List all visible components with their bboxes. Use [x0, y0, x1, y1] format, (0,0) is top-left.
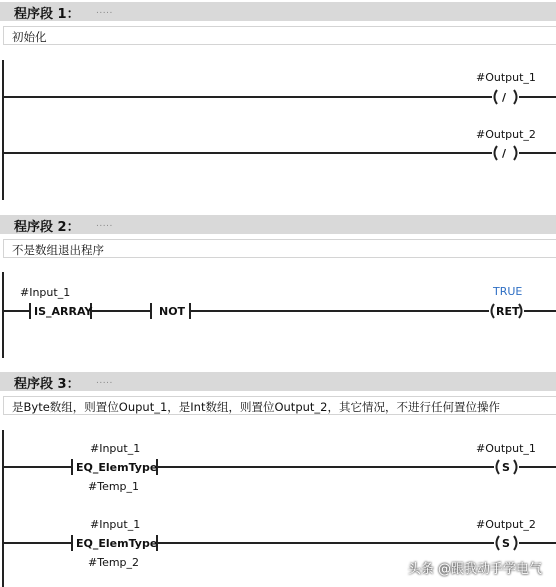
network-1-rung-2-operand[interactable]: #Output_2: [476, 128, 536, 141]
network-3-title: 程序段 3：: [14, 377, 80, 392]
network-1-rung-1-operand[interactable]: #Output_1: [476, 71, 536, 84]
network-3-rung-2-bottom-operand[interactable]: #Temp_2: [88, 556, 140, 569]
network-3-rung-1-set-coil[interactable]: [497, 460, 517, 474]
network-2-not-label: NOT: [159, 305, 186, 318]
network-2-dots: .....: [96, 219, 113, 229]
network-3-header[interactable]: [0, 372, 556, 391]
network-3-rung-1-eq-elemtype-box[interactable]: [72, 459, 157, 475]
network-3-rung-2-operand[interactable]: #Output_2: [476, 518, 536, 531]
network-3-rung-1-top-operand[interactable]: #Input_1: [90, 442, 141, 455]
network-2-title: 程序段 2：: [14, 220, 80, 235]
network-3-comment: 是Byte数组，则置位Ouput_1，是Int数组，则置位Output_2，其它情况，不进行任何置位操作: [12, 400, 500, 414]
network-1-rung-2-negated-coil[interactable]: [495, 146, 517, 160]
network-2-header[interactable]: [0, 215, 556, 234]
network-3-rung-2-eq-elemtype-box[interactable]: [72, 535, 157, 551]
network-2-is-array-label: IS_ARRAY: [34, 305, 93, 318]
network-3-comment-box[interactable]: [3, 396, 556, 415]
network-2-is-array-box[interactable]: [30, 303, 93, 319]
network-2-input-operand[interactable]: #Input_1: [20, 286, 71, 299]
network-1-comment: 初始化: [12, 30, 47, 44]
network-2-not-box[interactable]: [151, 303, 190, 319]
network-3-rung-1-box-label: EQ_ElemType: [76, 461, 158, 474]
network-3-rung-2-coil-symbol: S: [502, 537, 510, 550]
network-1-rung-1-negated-coil[interactable]: [495, 90, 517, 104]
watermark: 头条 @跟我动手学电气: [407, 562, 542, 577]
network-3-rung-2-set-coil[interactable]: [497, 536, 517, 550]
network-2-comment: 不是数组退出程序: [12, 243, 104, 257]
network-1-rung-2-coil-symbol: /: [502, 147, 507, 160]
network-1-title: 程序段 1：: [14, 7, 80, 22]
network-1-dots: .....: [96, 6, 113, 16]
network-3-rung-1-bottom-operand[interactable]: #Temp_1: [88, 480, 140, 493]
network-1-rung-1-coil-symbol: /: [502, 91, 507, 104]
network-3-rung-2-box-label: EQ_ElemType: [76, 537, 158, 550]
network-2-ret-label: RET: [496, 305, 520, 318]
network-3-dots: .....: [96, 376, 113, 386]
network-3-rung-1-operand[interactable]: #Output_1: [476, 442, 536, 455]
network-3-rung-1-coil-symbol: S: [502, 461, 510, 474]
network-3-rung-2-top-operand[interactable]: #Input_1: [90, 518, 141, 531]
network-2-true-label[interactable]: TRUE: [493, 285, 523, 298]
network-2-ret-coil[interactable]: [492, 304, 522, 318]
network-2-comment-box[interactable]: [3, 239, 556, 258]
